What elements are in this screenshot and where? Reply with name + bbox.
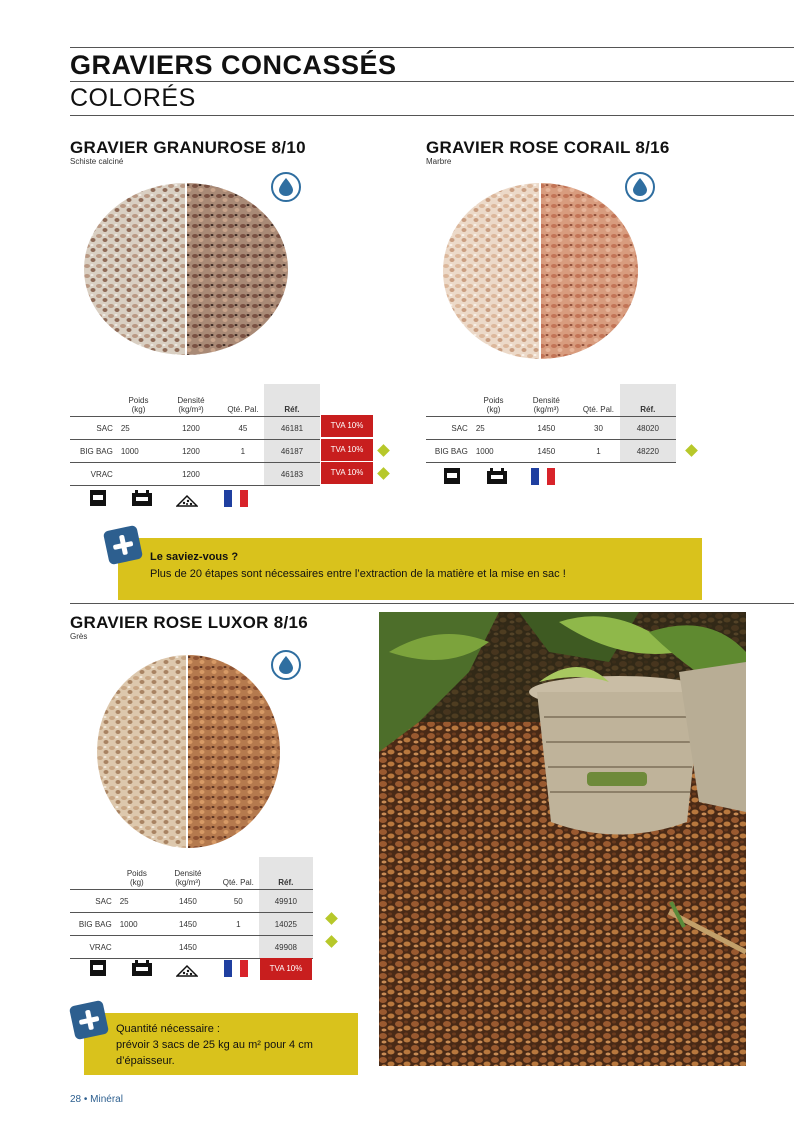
diamond-icon xyxy=(685,444,698,457)
table-row: SAC 25 1450 50 49910 xyxy=(70,890,313,913)
info-box xyxy=(84,1013,358,1075)
water-drop-icon xyxy=(271,650,301,680)
col-weight: Poids (kg) xyxy=(117,384,160,417)
tva-badge: TVA 10% xyxy=(260,958,312,980)
diamond-icon xyxy=(377,467,390,480)
table-row: BIG BAG 1000 1450 1 48220 xyxy=(426,440,676,463)
product-material: Marbre xyxy=(426,157,452,166)
col-density: Densité (kg/m³) xyxy=(158,857,218,890)
page-subtitle: COLORÉS xyxy=(70,84,196,112)
col-density: Densité (kg/m³) xyxy=(160,384,222,417)
spec-table xyxy=(70,857,313,959)
tva-badge: TVA 10% xyxy=(321,439,373,461)
table-row: VRAC 1450 49908 xyxy=(70,936,313,959)
gravel-sample-image xyxy=(84,183,288,355)
page-footer: 28 • Minéral xyxy=(70,1094,123,1105)
product-material: Schiste calciné xyxy=(70,157,124,166)
bulk-pile-icon xyxy=(176,491,198,509)
water-drop-icon xyxy=(625,172,655,202)
page-title: GRAVIERS CONCASSÉS xyxy=(70,50,397,80)
plus-icon xyxy=(69,1000,109,1040)
garden-photo xyxy=(379,612,746,1066)
product-title: GRAVIER ROSE CORAIL 8/16 xyxy=(426,138,670,157)
col-qty: Qté. Pal. xyxy=(577,384,619,417)
french-flag-icon xyxy=(224,490,248,507)
table-row: SAC 25 1200 45 46181 xyxy=(70,417,320,440)
water-drop-icon xyxy=(271,172,301,202)
table-row: BIG BAG 1000 1200 1 46187 xyxy=(70,440,320,463)
gravel-sample-image xyxy=(97,655,280,848)
table-row: VRAC 1200 46183 xyxy=(70,463,320,486)
col-qty: Qté. Pal. xyxy=(222,384,264,417)
big-bag-icon xyxy=(486,467,508,485)
col-weight: Poids (kg) xyxy=(116,857,158,890)
diamond-icon xyxy=(325,935,338,948)
col-ref: Réf. xyxy=(264,384,320,417)
info-text: prévoir 3 sacs de 25 kg au m² pour 4 cm xyxy=(116,1039,313,1051)
tva-badge: TVA 10% xyxy=(321,415,373,437)
info-title: Le saviez-vous ? xyxy=(150,551,239,563)
bag-icon xyxy=(441,467,463,485)
info-box xyxy=(118,538,702,600)
diamond-icon xyxy=(377,444,390,457)
info-text: Quantité nécessaire : xyxy=(116,1023,220,1035)
bulk-pile-icon xyxy=(176,961,198,979)
col-density: Densité (kg/m³) xyxy=(515,384,577,417)
table-row: SAC 25 1450 30 48020 xyxy=(426,417,676,440)
big-bag-icon xyxy=(131,489,153,507)
col-weight: Poids (kg) xyxy=(472,384,515,417)
gravel-sample-image xyxy=(443,183,638,359)
product-title: GRAVIER ROSE LUXOR 8/16 xyxy=(70,613,309,632)
table-row: BIG BAG 1000 1450 1 14025 xyxy=(70,913,313,936)
spec-table xyxy=(70,384,320,486)
bag-icon xyxy=(87,489,109,507)
french-flag-icon xyxy=(224,960,248,977)
big-bag-icon xyxy=(131,959,153,977)
plus-icon xyxy=(103,525,143,565)
product-title: GRAVIER GRANUROSE 8/10 xyxy=(70,138,306,157)
info-text: d’épaisseur. xyxy=(116,1055,175,1067)
col-ref: Réf. xyxy=(620,384,676,417)
bag-icon xyxy=(87,959,109,977)
product-material: Grès xyxy=(70,632,88,641)
french-flag-icon xyxy=(531,468,555,485)
info-text: Plus de 20 étapes sont nécessaires entre l’extraction de la matière et la mise en sac ! xyxy=(150,568,566,580)
col-ref: Réf. xyxy=(259,857,313,890)
spec-table xyxy=(426,384,676,463)
diamond-icon xyxy=(325,912,338,925)
col-qty: Qté. Pal. xyxy=(218,857,259,890)
tva-badge: TVA 10% xyxy=(321,462,373,484)
